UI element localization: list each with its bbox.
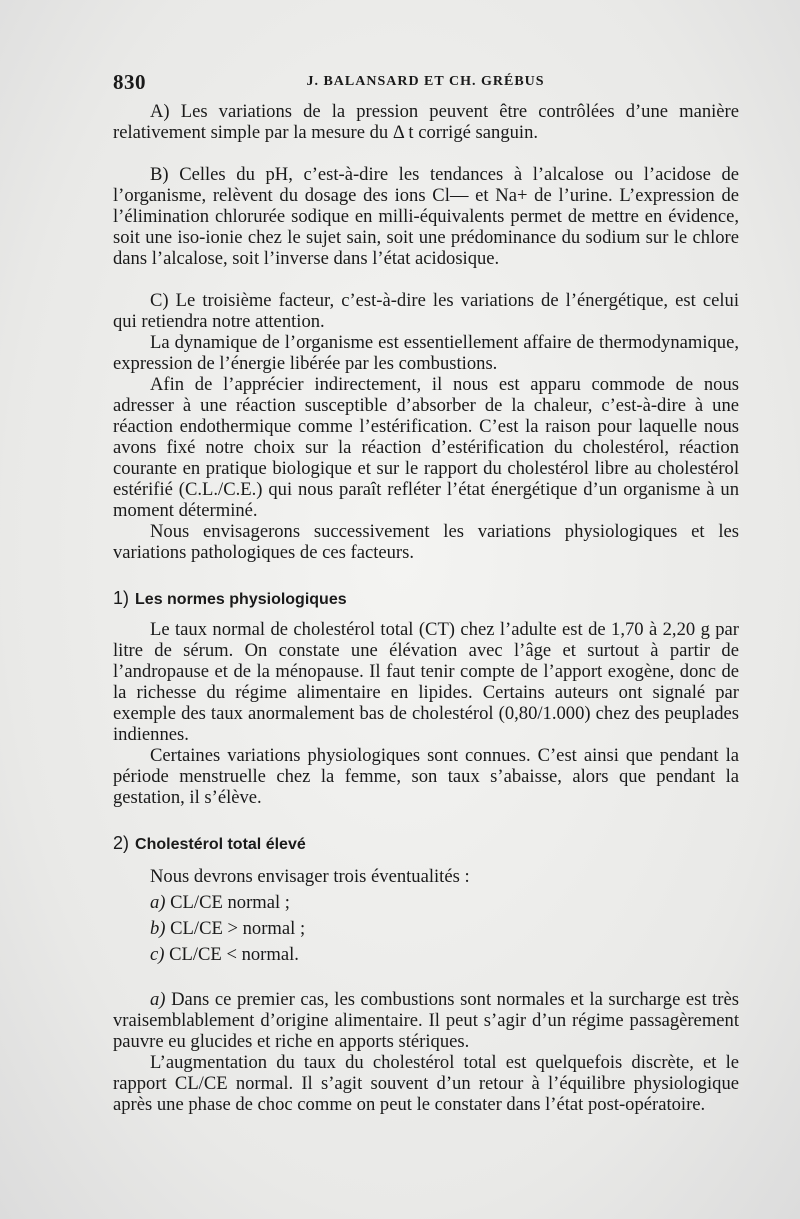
eventuality-list xyxy=(113,890,739,968)
paragraph-esterification: Afin de l’apprécier indirectement, il nous est apparu commode de nous adresser à une réaction susceptible d’absorber de la chaleur, c’est-à-dire à une réaction endothermique comme l’estérification. C’est la raison pour laquelle nous avons fixé notre choix sur la réaction d’estérification du cholestérol, réaction courante en pratique biologique et sur le rapport du cholestérol libre au cholestérol estérifié (C.L./C.E.) qui nous paraît refléter l’état énergétique d’un organisme à un moment déterminé. xyxy=(113,374,739,521)
list-item: b) CL/CE > normal ; xyxy=(150,918,306,939)
section-title: Les normes physiologiques xyxy=(135,591,347,608)
paragraph-case-a: a) Dans ce premier cas, les combustions sont normales et la surcharge est très vraisemblablement d’origine alimentaire. Il peut s’agir d’un régime passagèrement pauvre eu glucides et riche en apports stériques. xyxy=(113,989,739,1052)
section-number: 2) xyxy=(113,833,130,853)
section-heading-2 xyxy=(113,832,739,856)
paragraph-dynamics: La dynamique de l’organisme est essentiellement affaire de thermodynamique, expression de l’énergie libérée par les combustions. xyxy=(113,332,739,374)
page-number: 830 xyxy=(113,70,146,94)
list-item: a) CL/CE normal ; xyxy=(150,892,290,913)
page-header xyxy=(113,66,738,96)
paragraph-eventualities: Nous devrons envisager trois éventualités : xyxy=(150,866,470,887)
list-item: c) CL/CE < normal. xyxy=(150,944,299,965)
section-heading-1 xyxy=(113,587,739,611)
body-text xyxy=(113,101,739,1115)
paragraph-a: A) Les variations de la pression peuvent être contrôlées d’une manière relativement simple par la mesure du Δ t corrigé sanguin. xyxy=(113,101,739,143)
paragraph-plan: Nous envisagerons successivement les variations physiologiques et les variations pathologiques de ces facteurs. xyxy=(113,521,739,563)
paragraph-b: B) Celles du pH, c’est-à-dire les tendances à l’alcalose ou l’acidose de l’organisme, relèvent du dosage des ions Cl— et Na+ de l’urine. L’expression de l’élimination chlorurée sodique en milli-équivalents permet de mettre en évidence, soit une iso-ionie chez le sujet sain, soit une prédominance du sodium sur le chlore dans l’alcalose, soit l’inverse dans l’état acidosique. xyxy=(113,164,739,269)
paragraph-normal-rate: Le taux normal de cholestérol total (CT) chez l’adulte est de 1,70 à 2,20 g par litre de sérum. On constate une élévation avec l’âge et surtout à partir de l’andropause et de la ménopause. Il faut tenir compte de l’apport exogène, donc de la richesse du régime alimentaire en lipides. Certains auteurs ont signalé par exemple des taux anormalement bas de cholestérol (0,80/1.000) chez des peuplades indiennes. xyxy=(113,619,739,745)
paragraph-increase: L’augmentation du taux du cholestérol total est quelquefois discrète, et le rapport CL/CE normal. Il s’agit souvent d’un retour à l’équilibre physiologique après une phase de choc comme on peut le constater dans l’état post-opératoire. xyxy=(113,1052,739,1115)
paragraph-physiological-variations: Certaines variations physiologiques sont connues. C’est ainsi que pendant la période menstruelle chez la femme, son taux s’abaisse, alors que pendant la gestation, il s’élève. xyxy=(113,745,739,808)
paragraph-c: C) Le troisième facteur, c’est-à-dire les variations de l’énergétique, est celui qui retiendra notre attention. xyxy=(113,290,739,332)
section-number: 1) xyxy=(113,588,130,608)
running-title: J. BALANSARD ET CH. GRÉBUS xyxy=(306,74,545,89)
section-title: Cholestérol total élevé xyxy=(135,836,306,853)
